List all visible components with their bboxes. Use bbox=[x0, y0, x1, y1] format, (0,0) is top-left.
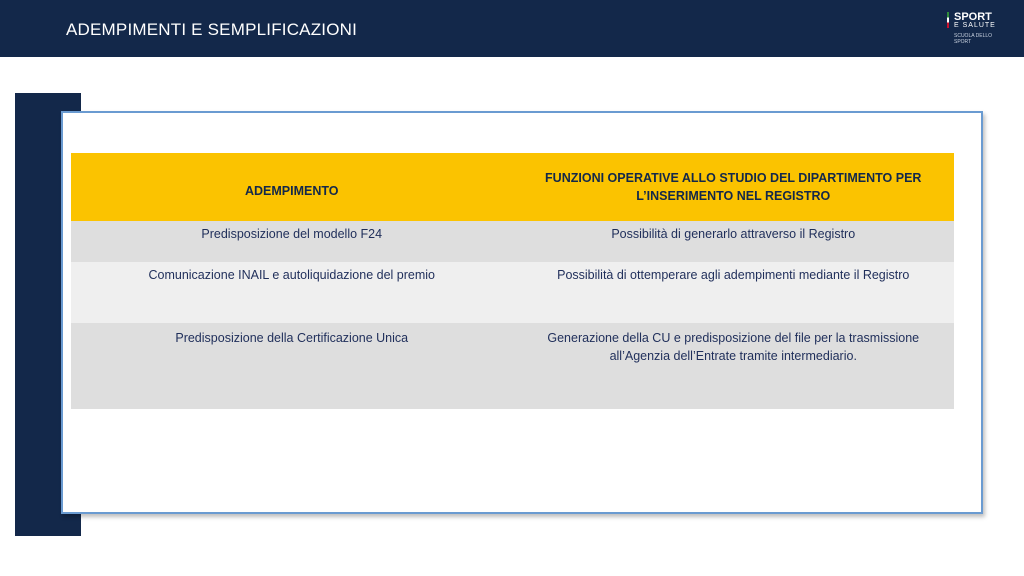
table-row bbox=[71, 262, 954, 323]
table-cell: Comunicazione INAIL e autoliquidazione del premio bbox=[71, 262, 513, 323]
page-title: ADEMPIMENTI E SEMPLIFICAZIONI bbox=[66, 20, 358, 39]
table-cell: Predisposizione del modello F24 bbox=[71, 221, 513, 262]
table-header-row bbox=[71, 153, 954, 221]
logo-line-2: E SALUTE bbox=[954, 22, 996, 29]
header-bar bbox=[0, 0, 1024, 57]
logo-line-3: SCUOLA DELLO SPORT bbox=[954, 33, 993, 45]
adempimenti-table bbox=[71, 153, 954, 409]
header-cell-adempimento: ADEMPIMENTO bbox=[71, 153, 513, 221]
table-cell: Predisposizione della Certificazione Unica bbox=[71, 323, 513, 409]
table-row bbox=[71, 221, 954, 262]
logo-line-1: SPORT bbox=[954, 11, 992, 23]
table-cell: Generazione della CU e predisposizione del file per la trasmissione all’Agenzia dell’Entrate tramite intermediario. bbox=[513, 323, 955, 409]
table-cell: Possibilità di generarlo attraverso il Registro bbox=[513, 221, 955, 262]
table-row bbox=[71, 323, 954, 409]
header-cell-funzioni: FUNZIONI OPERATIVE ALLO STUDIO DEL DIPARTIMENTO PER L’INSERIMENTO NEL REGISTRO bbox=[513, 153, 955, 221]
table-cell: Possibilità di ottemperare agli adempimenti mediante il Registro bbox=[513, 262, 955, 323]
sport-e-salute-logo bbox=[947, 11, 1007, 49]
italian-flag-icon bbox=[947, 12, 949, 28]
